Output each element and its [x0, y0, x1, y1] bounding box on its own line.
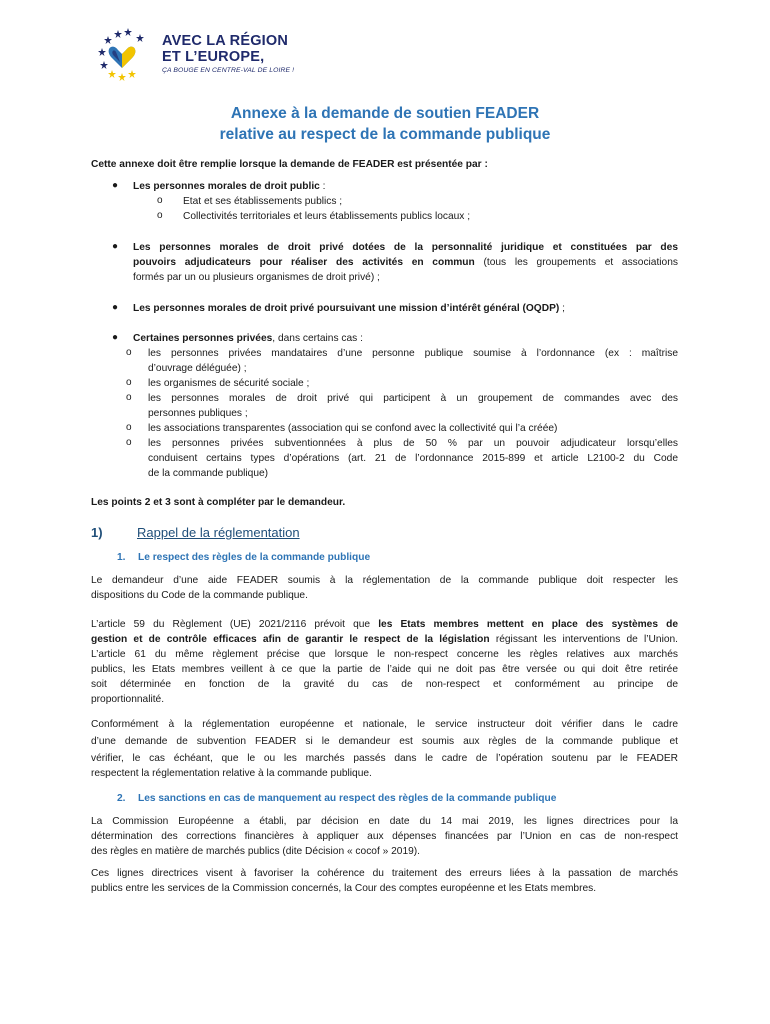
sub-bullet-icon: o [126, 377, 132, 388]
para-2-rest: régissant les interventions de l’Union. [489, 634, 678, 645]
bullet-2-line-1: Les personnes morales de droit privé dotées de la personnalité juridique et constituées par des [133, 242, 678, 253]
para-4-line-1: La Commission Européenne a établi, par décision en date du 14 mai 2019, les lignes directrices pour la [91, 816, 678, 827]
subsection-1-number: 1. [117, 552, 126, 563]
bullet-4-sub-1-line-1: les personnes privées mandataires d’une personne publique soumise à l’ordonnance (ex : maîtrise [148, 348, 678, 359]
sub-bullet-icon: o [126, 392, 132, 403]
bullet-2-bold: pouvoirs adjudicateurs pour réaliser des activités en commun [133, 257, 475, 268]
logo-tagline: ÇA BOUGE EN CENTRE-VAL DE LOIRE ! [162, 67, 295, 74]
sub-bullet-icon: o [126, 422, 132, 433]
points-note: Les points 2 et 3 sont à compléter par le demandeur. [91, 497, 346, 508]
document-title-line-2: relative au respect de la commande publique [219, 126, 551, 143]
logo-line-2: ET L’EUROPE, [162, 49, 265, 65]
subsection-2-title: Les sanctions en cas de manquement au respect des règles de la commande publique [138, 793, 557, 804]
bullet-3-bold: Les personnes morales de droit privé poursuivant une mission d’intérêt général (OQDP) [133, 303, 560, 314]
sub-bullet-icon: o [126, 347, 132, 358]
bullet-2-line-2 [133, 256, 678, 271]
region-europe-logo [96, 26, 326, 82]
sub-bullet-icon: o [157, 195, 163, 206]
bullet-1-sub-2: Collectivités territoriales et leurs établissements publics locaux ; [183, 211, 471, 222]
logo-text [162, 33, 294, 74]
subsection-1-title: Le respect des règles de la commande publique [138, 552, 371, 563]
para-5-line-1: Ces lignes directrices visent à favoriser la cohérence du traitement des erreurs liées à la passation de marchés [91, 868, 678, 879]
bullet-4-sub-5-line-1: les personnes privées subventionnées à plus de 50 % par un pouvoir adjudicateur lorsqu’elles [148, 438, 678, 449]
para-2-line-4: publics, les Etats membres veillent à ce que la partie de l’aide qui ne doit pas être versée ou qui doit être retirée [91, 664, 678, 675]
para-5-line-2: publics entre les services de la Commission concernés, la Cour des comptes européenne et les Etats membres. [91, 883, 597, 894]
bullet-4-sub-4: les associations transparentes (association qui se confond avec la collectivité qui l’a créée) [148, 423, 558, 434]
para-1-line-1: Le demandeur d’une aide FEADER soumis à la réglementation de la commande publique doit respecter les [91, 575, 678, 586]
bullet-1-sub-1: Etat et ses établissements publics ; [183, 196, 343, 207]
para-2-bold-1: les Etats membres mettent en place des systèmes de [378, 619, 679, 630]
para-1-line-2: dispositions du Code de la commande publique. [91, 590, 308, 601]
bullet-4-sub-3-line-1: les personnes morales de droit privé qui participent à un groupement de commandes avec des [148, 393, 678, 404]
bullet-4-sub-2: les organismes de sécurité sociale ; [148, 378, 310, 389]
document-title-line-1: Annexe à la demande de soutien FEADER [230, 105, 540, 122]
bullet-icon: ● [112, 180, 119, 191]
para-2-line-5: soit déterminée en fonction de la gravité du cas de non-respect et conformément au principe de [91, 679, 678, 690]
para-2-line-1 [91, 618, 678, 633]
section-1-title: Rappel de la réglementation [137, 525, 300, 540]
bullet-4-sub-5-line-2: conduisent certains types d’opérations (art. 21 de l’ordonnance 2015-899 et article L2100-2 du Code [148, 453, 678, 464]
bullet-2-line-3: formés par un ou plusieurs organismes de droit privé) ; [133, 272, 380, 283]
bullet-icon: ● [112, 241, 119, 252]
bullet-1-rest: : [319, 181, 326, 192]
para-3-line-4: respectent la réglementation relative à la commande publique. [91, 768, 372, 779]
para-3-line-1: Conformément à la réglementation européenne et nationale, le service instructeur doit vérifier dans le cadre [91, 719, 678, 730]
bullet-4-bold: Certaines personnes privées [133, 333, 273, 344]
para-2-pre: L’article 59 du Règlement (UE) 2021/2116 prévoit que [91, 619, 379, 630]
subsection-2-number: 2. [117, 793, 126, 804]
bullet-4-rest: , dans certains cas : [272, 333, 363, 344]
para-2-line-2 [91, 633, 678, 648]
para-4-line-2: détermination des corrections financières à appliquer aux dépenses financées par l’Union en cas de non-respect [91, 831, 678, 842]
para-3-line-2: d’une demande de subvention FEADER si le demandeur est soumis aux règles de la commande publique et [91, 736, 678, 747]
bullet-1 [133, 180, 326, 195]
bullet-4-sub-1-line-2: d’ouvrage déléguée) ; [148, 363, 247, 374]
bullet-4-sub-3-line-2: personnes publiques ; [148, 408, 248, 419]
para-4-line-3: des règles en matière de marchés publics (dite Décision « cocof » 2019). [91, 846, 420, 857]
bullet-1-bold: Les personnes morales de droit public [133, 181, 320, 192]
bullet-3-rest: ; [559, 303, 565, 314]
bullet-4 [133, 332, 363, 347]
bullet-2-rest: (tous les groupements et associations [474, 257, 678, 268]
section-1-number: 1) [91, 525, 103, 540]
para-3-line-3: vérifier, le cas échéant, que le ou les marchés passés dans le cadre de l’opération soutenu par le FEADER [91, 753, 678, 764]
para-2-bold-2: gestion et de contrôle efficaces afin de garantir le respect de la législation [91, 634, 490, 645]
logo-line-1: AVEC LA RÉGION [162, 33, 289, 49]
stars-heart-logo-icon [96, 26, 156, 82]
bullet-3 [133, 302, 565, 317]
bullet-icon: ● [112, 302, 119, 313]
bullet-icon: ● [112, 332, 119, 343]
intro-text: Cette annexe doit être remplie lorsque la demande de FEADER est présentée par : [91, 159, 488, 170]
bullet-4-sub-5-line-3: de la commande publique) [148, 468, 269, 479]
para-2-line-3: L’article 61 du même règlement précise que lorsque le non-respect concerne les règles relatives aux marchés [91, 649, 678, 660]
para-2-line-6: proportionnalité. [91, 694, 165, 705]
sub-bullet-icon: o [126, 437, 132, 448]
sub-bullet-icon: o [157, 210, 163, 221]
